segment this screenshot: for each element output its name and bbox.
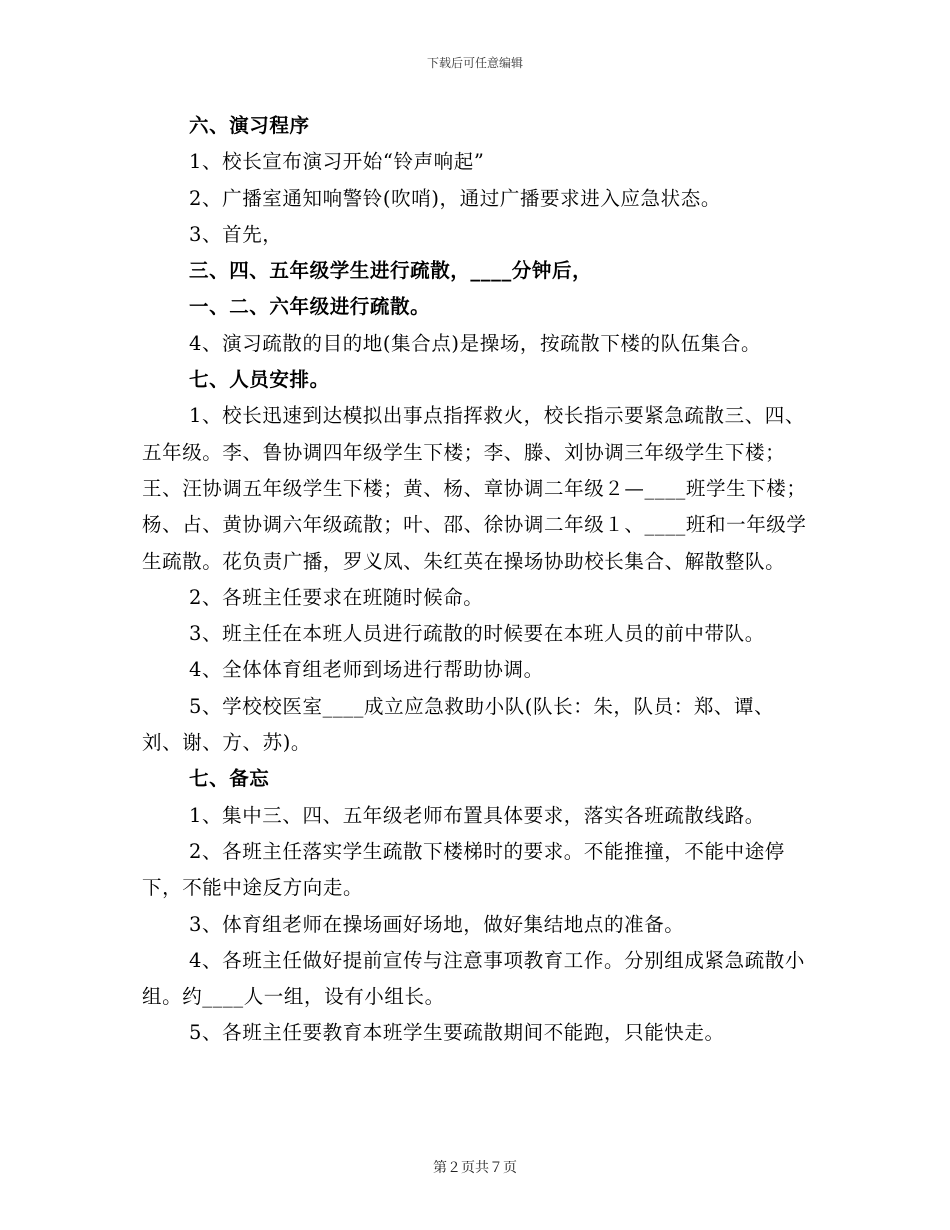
paragraph: 1、校长迅速到达模拟出事点指挥救火，校长指示要紧急疏散三、四、五年级。李、鲁协调四年级学生下楼；李、滕、刘协调三年级学生下楼；王、汪协调五年级学生下楼；黄、杨、章协调二年级２—____班学生下楼；杨、占、黄协调六年级疏散；叶、邵、徐协调二年级１、____班和一年级学生疏散。花负责广播，罗义凤、朱红英在操场协助校长集合、解散整队。: [142, 404, 807, 573]
heading-staff-arrangement: 七、人员安排。: [189, 368, 330, 392]
heading-drill-procedure: 六、演习程序: [189, 114, 310, 137]
paragraph: 3、班主任在本班人员进行疏散的时候要在本班人员的前中带队。: [189, 622, 765, 646]
page-header: 下载后可任意编辑: [426, 56, 523, 70]
paragraph: 5、学校校医室____成立应急救助小队(队长：朱，队员：郑、谭、刘、谢、方、苏)。: [142, 694, 775, 755]
heading-memo: 七、备忘: [189, 767, 270, 791]
paragraph: 1、集中三、四、五年级老师布置具体要求，落实各班疏散线路。: [189, 803, 765, 827]
paragraph: 4、各班主任做好提前宣传与注意事项教育工作。分别组成紧急疏散小组。约____人一组，设有小组长。: [142, 948, 806, 1009]
paragraph: 5、各班主任要教育本班学生要疏散期间不能跑，只能快走。: [189, 1021, 725, 1045]
paragraph: 4、演习疏散的目的地(集合点)是操场，按疏散下楼的队伍集合。: [189, 331, 762, 355]
paragraph: 3、体育组老师在操场画好场地，做好集结地点的准备。: [189, 912, 685, 936]
paragraph: 4、全体体育组老师到场进行帮助协调。: [189, 658, 544, 682]
paragraph: 2、广播室通知响警铃(吹哨)，通过广播要求进入应急状态。: [189, 186, 721, 210]
document-body: [142, 108, 810, 1052]
paragraph-bold: 三、四、五年级学生进行疏散，____分钟后，: [189, 259, 593, 283]
paragraph: 1、校长宣布演习开始“铃声响起”: [189, 150, 485, 174]
paragraph-bold: 一、二、六年级进行疏散。: [189, 295, 431, 319]
page-footer: 第２页共７页: [433, 1160, 517, 1176]
paragraph: 2、各班主任落实学生疏散下楼梯时的要求。不能推撞，不能中途停下，不能中途反方向走。: [142, 839, 785, 900]
paragraph: 3、首先，: [189, 222, 283, 246]
paragraph: 2、各班主任要求在班随时候命。: [189, 585, 484, 609]
